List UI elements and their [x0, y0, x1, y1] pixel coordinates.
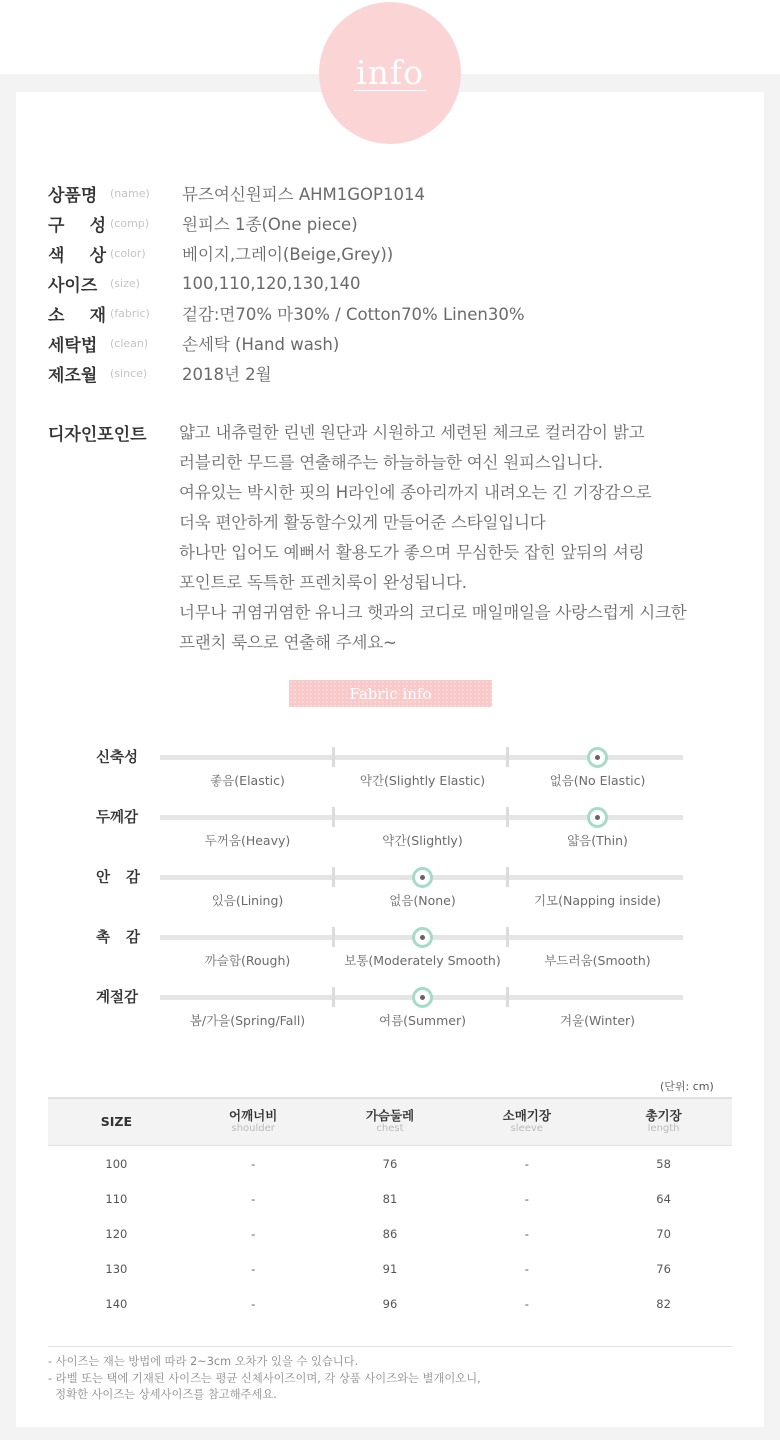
- spec-key-en: (comp): [110, 216, 150, 230]
- fabric-scale-option: 보통(Moderately Smooth): [344, 953, 501, 968]
- table-row: [48, 1286, 732, 1321]
- spec-value: 뮤즈여신원피스 AHM1GOP1014: [182, 185, 425, 204]
- spec-row: [48, 268, 525, 298]
- spec-key-en: (name): [110, 186, 150, 200]
- fabric-scale-divider: [332, 927, 335, 947]
- fabric-scale-track: [160, 995, 683, 1028]
- fabric-scale-divider: [506, 747, 509, 767]
- fabric-scale-option: 있음(Lining): [211, 893, 284, 908]
- table-cell: 130: [105, 1261, 128, 1276]
- spec-key: 구 성: [48, 215, 106, 236]
- design-line: 하나만 입어도 예뻐서 활용도가 좋으며 무심한듯 잡힌 앞뒤의 셔링: [179, 543, 645, 562]
- size-table-header-cell: [185, 1099, 322, 1145]
- design-line: 얇고 내츄럴한 린넨 원단과 시원하고 세련된 체크로 컬러감이 밝고: [179, 423, 645, 442]
- spec-key: 제조월: [48, 365, 98, 386]
- table-cell: 76: [656, 1261, 671, 1276]
- fabric-scale-marker: [412, 867, 433, 888]
- fabric-scale-track: [160, 875, 683, 908]
- design-line: 너무나 귀염귀염한 유니크 햇과의 코디로 매일매일을 사랑스럽게 시크한: [179, 603, 687, 622]
- header-label: SIZE: [100, 1114, 133, 1129]
- fabric-scale-label: 두께감: [96, 810, 139, 826]
- fabric-scale-track: [160, 815, 683, 848]
- table-cell: -: [524, 1226, 529, 1241]
- size-table-header-cell: [48, 1099, 185, 1145]
- fabric-scale-divider: [332, 867, 335, 887]
- spec-value: 2018년 2월: [182, 365, 272, 384]
- fabric-scale-option: 약간(Slightly Elastic): [359, 773, 486, 788]
- fabric-scale-option: 겨울(Winter): [559, 1013, 636, 1028]
- table-cell: -: [251, 1156, 256, 1171]
- fabric-scale-divider: [332, 747, 335, 767]
- fabric-scale-label: 계절감: [96, 990, 139, 1006]
- fabric-scale-marker: [587, 747, 608, 768]
- header-label: 소매기장: [502, 1108, 551, 1123]
- spec-key-en: (size): [110, 276, 140, 290]
- spec-value: 원피스 1종(One piece): [182, 215, 358, 234]
- table-cell: 140: [105, 1296, 128, 1311]
- table-cell: -: [251, 1226, 256, 1241]
- design-point-label: 디자인포인트: [48, 425, 147, 445]
- table-cell: -: [251, 1296, 256, 1311]
- spec-key: 소 재: [48, 305, 106, 326]
- spec-key: 사이즈: [48, 275, 98, 296]
- spec-key: 색 상: [48, 245, 106, 266]
- table-cell: 58: [656, 1156, 671, 1171]
- spec-row: [48, 358, 525, 388]
- fabric-scale-divider: [332, 807, 335, 827]
- size-note: - 사이즈는 재는 방법에 따라 2~3cm 오차가 있을 수 있습니다.: [48, 1355, 359, 1368]
- size-table-header: [48, 1097, 732, 1146]
- design-point-text: [179, 418, 764, 658]
- spec-value: 겉감:면70% 마30% / Cotton70% Linen30%: [182, 305, 525, 324]
- fabric-info-title: Fabric info: [289, 680, 492, 707]
- fabric-scale-divider: [332, 987, 335, 1007]
- fabric-scale-option: 없음(None): [389, 893, 456, 908]
- table-cell: 82: [656, 1296, 671, 1311]
- spec-key: 상품명: [48, 185, 98, 206]
- fabric-scale-option: 까슬함(Rough): [204, 953, 291, 968]
- fabric-scale-option: 봄/가을(Spring/Fall): [189, 1013, 306, 1028]
- table-cell: -: [524, 1156, 529, 1171]
- table-cell: -: [524, 1261, 529, 1276]
- table-cell: 86: [382, 1226, 398, 1241]
- design-line: 더욱 편안하게 활동할수있게 만들어준 스타일입니다: [179, 513, 546, 532]
- spec-row: [48, 208, 525, 238]
- spec-key-en: (fabric): [110, 306, 150, 320]
- design-line: 러블리한 무드를 연출해주는 하늘하늘한 여신 원피스입니다.: [179, 453, 603, 472]
- info-badge-label: info: [356, 52, 424, 92]
- table-cell: -: [251, 1261, 256, 1276]
- spec-row: [48, 178, 525, 208]
- header-label-en: shoulder: [231, 1123, 275, 1134]
- design-line: 포인트로 독특한 프렌치룩이 완성됩니다.: [179, 573, 467, 592]
- header-label-en: sleeve: [510, 1123, 543, 1134]
- fabric-scale-option: 좋음(Elastic): [210, 773, 285, 788]
- spec-row: [48, 238, 525, 268]
- design-line: 프랜치 룩으로 연출해 주세요~: [179, 633, 397, 652]
- size-unit: (단위: cm): [660, 1080, 714, 1093]
- size-table-header-cell: [458, 1099, 595, 1145]
- fabric-scale-option: 여름(Summer): [379, 1013, 466, 1028]
- table-row: [48, 1216, 732, 1251]
- table-cell: 81: [382, 1191, 398, 1206]
- spec-row: [48, 328, 525, 358]
- table-cell: -: [251, 1191, 256, 1206]
- fabric-scale-label: 촉 감: [96, 930, 140, 946]
- fabric-scale-marker: [412, 987, 433, 1008]
- fabric-scale-marker: [587, 807, 608, 828]
- spec-list: [48, 178, 525, 388]
- table-row: [48, 1251, 732, 1286]
- spec-value: 100,110,120,130,140: [182, 273, 361, 293]
- fabric-scale-option: 없음(No Elastic): [549, 773, 646, 788]
- size-table-header-cell: [595, 1099, 732, 1145]
- table-cell: 76: [382, 1156, 398, 1171]
- spec-value: 베이지,그레이(Beige,Grey)): [182, 245, 394, 264]
- fabric-scale-option: 기모(Napping inside): [533, 893, 662, 908]
- table-cell: 91: [382, 1261, 398, 1276]
- size-notes: [48, 1346, 732, 1404]
- header-label-en: length: [647, 1123, 680, 1134]
- fabric-scale-option: 두꺼움(Heavy): [204, 833, 291, 848]
- fabric-scale-option: 부드러움(Smooth): [544, 953, 651, 968]
- header-label: 가슴둘레: [365, 1108, 415, 1123]
- fabric-scale-divider: [506, 927, 509, 947]
- fabric-scale-divider: [506, 867, 509, 887]
- size-note: - 라벨 또는 택에 기재된 사이즈는 평균 신체사이즈이며, 각 상품 사이즈와는 별개이오니,: [48, 1371, 481, 1385]
- fabric-scale-track: [160, 935, 683, 968]
- spec-row: [48, 298, 525, 328]
- design-line: 여유있는 박시한 핏의 H라인에 종아리까지 내려오는 긴 기장감으로: [179, 483, 652, 502]
- size-note: 정확한 사이즈는 상세사이즈를 참고해주세요.: [48, 1388, 277, 1401]
- table-cell: 100: [105, 1156, 128, 1171]
- fabric-scale-marker: [412, 927, 433, 948]
- fabric-scale-label: 안 감: [96, 870, 140, 886]
- fabric-scale-divider: [506, 807, 509, 827]
- table-cell: 110: [105, 1191, 128, 1206]
- spec-key: 세탁법: [48, 335, 98, 356]
- size-table-header-cell: [322, 1099, 459, 1145]
- header-label: 어깨너비: [229, 1108, 278, 1123]
- table-cell: -: [524, 1296, 529, 1311]
- table-row: [48, 1181, 732, 1216]
- header-label-en: chest: [376, 1123, 404, 1134]
- table-cell: 64: [656, 1191, 671, 1206]
- info-badge: [319, 2, 461, 144]
- spec-key-en: (clean): [110, 336, 149, 350]
- table-cell: -: [524, 1191, 529, 1206]
- fabric-scale-track: [160, 755, 683, 788]
- spec-value: 손세탁 (Hand wash): [182, 335, 340, 354]
- header-label: 총기장: [645, 1108, 682, 1123]
- table-cell: 120: [105, 1226, 128, 1241]
- fabric-scale-label: 신축성: [96, 750, 139, 766]
- table-cell: 96: [382, 1296, 398, 1311]
- spec-key-en: (color): [110, 246, 146, 260]
- table-row: [48, 1146, 732, 1181]
- fabric-scale-row: [0, 990, 780, 1055]
- size-table: [48, 1097, 732, 1321]
- fabric-scale-option: 약간(Slightly): [382, 833, 463, 848]
- fabric-scale-option: 얇음(Thin): [567, 833, 628, 848]
- table-cell: 70: [656, 1226, 671, 1241]
- fabric-scale-divider: [506, 987, 509, 1007]
- spec-key-en: (since): [110, 366, 148, 380]
